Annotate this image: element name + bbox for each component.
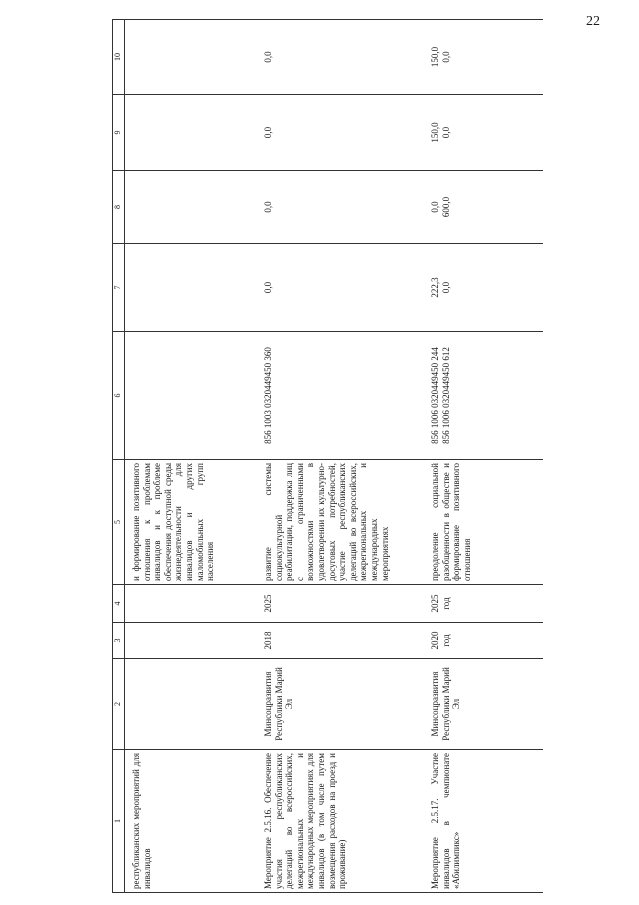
expected-result-cell: преодоление социальной разобщенности в обществе и формирование позитивного отношения: [424, 460, 543, 585]
program-activities-table: [112, 19, 543, 893]
column-number: 5: [113, 460, 125, 585]
activity-name-cell: республиканских мероприятий для инвалидов: [125, 750, 258, 893]
end-year-cell: [125, 585, 258, 623]
column-number: 2: [113, 659, 125, 750]
funding-year-cell: [125, 171, 258, 244]
executor-cell: Минсоцразвития Республики Марий Эл: [257, 659, 424, 750]
table-row: [424, 20, 543, 893]
column-number: 3: [113, 623, 125, 659]
column-number: 10: [113, 20, 125, 95]
funding-year-cell: [125, 95, 258, 171]
activity-name-cell: Мероприятие 2.5.16. Обеспечение участия республиканских делегаций во всероссийских, межрегиональных и международных мероприятиях для инвалидов (в том числе путем возмещения расходов на проезд и проживание): [257, 750, 424, 893]
column-number: 7: [113, 244, 125, 332]
activity-name-cell: Мероприятие 2.5.17. Участие инвалидов в чемпионате «Абилимпикс»: [424, 750, 543, 893]
start-year-cell: 2018: [257, 623, 424, 659]
funding-year-cell: [125, 244, 258, 332]
column-number: 1: [113, 750, 125, 893]
funding-year-cell: 0,0: [257, 20, 424, 95]
executor-cell: Минсоцразвития Республики Марий Эл: [424, 659, 543, 750]
column-number: 9: [113, 95, 125, 171]
start-year-cell: [125, 623, 258, 659]
funding-year-cell: 0,0 600,0: [424, 171, 543, 244]
table-row: [257, 20, 424, 893]
budget-code-cell: [125, 332, 258, 460]
column-number: 8: [113, 171, 125, 244]
expected-result-cell: развитие системы социокультурной реабилитации, поддержка лиц с ограниченными возможностями в удовлетворении их культурно-досуговых потребностей, участие республиканских делегаций во всероссийских, межрегиональных и международных мероприятиях: [257, 460, 424, 585]
funding-year-cell: 150,0 0,0: [424, 20, 543, 95]
funding-year-cell: 0,0: [257, 244, 424, 332]
page-number: 22: [586, 14, 600, 29]
column-number-row: [113, 20, 125, 893]
funding-year-cell: 150,0 0,0: [424, 95, 543, 171]
funding-year-cell: 0,0: [257, 171, 424, 244]
column-number: 4: [113, 585, 125, 623]
funding-year-cell: 0,0: [257, 95, 424, 171]
table-row: [125, 20, 258, 893]
budget-code-cell: 856 1006 0320449450 244 856 1006 0320449450 612: [424, 332, 543, 460]
end-year-cell: 2025 год: [424, 585, 543, 623]
end-year-cell: 2025: [257, 585, 424, 623]
expected-result-cell: и формирование позитивного отношения к проблемам инвалидов и к проблеме обеспечения доступной среды жизнедеятельности для инвалидов и других маломобильных групп населения: [125, 460, 258, 585]
budget-code-cell: 856 1003 0320449450 360: [257, 332, 424, 460]
rotated-table-container: [112, 20, 530, 893]
funding-year-cell: 222,3 0,0: [424, 244, 543, 332]
start-year-cell: 2020 год: [424, 623, 543, 659]
column-number: 6: [113, 332, 125, 460]
executor-cell: [125, 659, 258, 750]
funding-year-cell: [125, 20, 258, 95]
